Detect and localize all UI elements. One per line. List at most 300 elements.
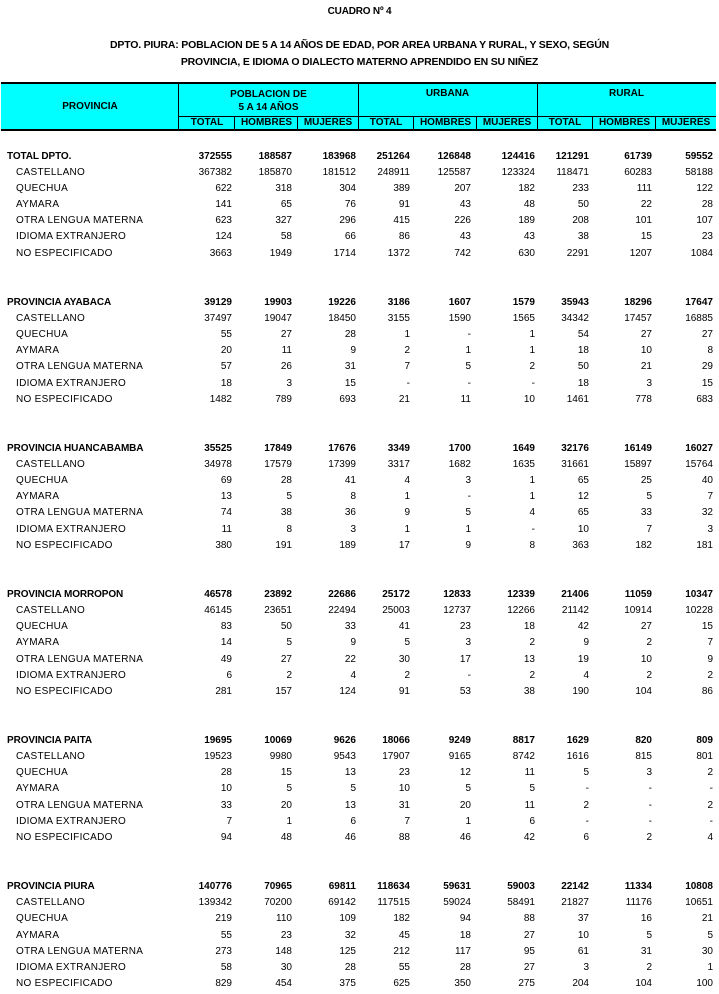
cell-value: 59024 [443, 897, 471, 909]
cell-value: 30 [701, 945, 713, 957]
group-total-row [0, 150, 719, 166]
row-label: CASTELLANO [16, 313, 86, 325]
cell-value: 61739 [624, 151, 652, 162]
cell-value: 17399 [328, 459, 356, 471]
group-name: PROVINCIA PAITA [7, 735, 92, 747]
cell-value: 9 [707, 653, 713, 665]
province-group [0, 556, 719, 701]
row-label: AYMARA [16, 783, 60, 795]
table-row [0, 328, 719, 344]
cell-value: 117 [455, 945, 471, 957]
cell-value: 1207 [629, 247, 652, 259]
cell-value: 34978 [204, 459, 232, 471]
cell-value: 50 [577, 199, 589, 211]
cell-value: 15 [344, 377, 356, 389]
divider [592, 116, 593, 129]
cell-value: 3 [465, 637, 471, 649]
cell-value: 35943 [561, 297, 589, 309]
header-poblacion-line2: 5 A 14 AÑOS [238, 102, 299, 113]
cell-value: 59631 [443, 881, 471, 893]
cell-value: 1616 [566, 751, 589, 763]
province-group [0, 264, 719, 409]
cell-value: 10651 [685, 897, 713, 909]
cell-value: 11 [524, 767, 535, 779]
cell-value: 69811 [328, 881, 356, 893]
cell-value: 182 [518, 183, 535, 195]
cell-value: 10 [640, 653, 652, 665]
cell-value: 16 [640, 913, 652, 925]
cell-value: 33 [220, 799, 232, 811]
cell-value: 1565 [512, 313, 535, 325]
cell-value: 15764 [685, 459, 713, 471]
cell-value: 46 [459, 831, 471, 843]
cell-value: 104 [635, 977, 652, 989]
cell-value: 18 [577, 377, 589, 389]
header-provincia: PROVINCIA [62, 101, 118, 112]
row-label: QUECHUA [16, 767, 69, 779]
cell-value: 7 [707, 491, 713, 503]
cell-value: 2 [646, 831, 652, 843]
cell-value: 1 [465, 345, 471, 357]
cell-value: 9 [350, 637, 356, 649]
row-label: IDIOMA EXTRANJERO [16, 231, 127, 243]
divider [413, 116, 414, 129]
cell-value: 10069 [264, 735, 292, 747]
cell-value: 693 [339, 393, 356, 405]
cell-value: 6 [350, 815, 356, 827]
row-label: AYMARA [16, 929, 60, 941]
cell-value: 25172 [382, 589, 410, 601]
cell-value: 48 [523, 199, 535, 211]
cell-value: 23 [280, 929, 292, 941]
cell-value: 39129 [204, 297, 232, 309]
cell-value: 37497 [204, 313, 232, 325]
row-label: OTRA LENGUA MATERNA [16, 215, 144, 227]
table-row [0, 929, 719, 945]
table-row [0, 360, 719, 376]
cell-value: 9626 [333, 735, 356, 747]
cell-value: 630 [518, 247, 535, 259]
cell-value: 1 [465, 523, 471, 535]
cell-value: 4 [350, 669, 356, 681]
cell-value: 1 [529, 329, 535, 341]
cell-value: 2 [583, 799, 589, 811]
cell-value: 3663 [209, 247, 232, 259]
cell-value: 16027 [685, 443, 713, 455]
cell-value: 10 [577, 523, 589, 535]
cell-value: 5 [465, 783, 471, 795]
cell-value: 32 [701, 507, 713, 519]
cell-value: 88 [398, 831, 410, 843]
cell-value: 86 [701, 685, 713, 697]
cell-value: 625 [393, 977, 410, 989]
cell-value: 212 [393, 945, 410, 957]
table-row [0, 506, 719, 522]
cell-value: 8 [529, 539, 535, 551]
cell-value: 122 [696, 183, 713, 195]
cell-value: 111 [636, 183, 652, 195]
cell-value: 1461 [566, 393, 589, 405]
row-label: NO ESPECIFICADO [16, 247, 113, 259]
cell-value: 3 [646, 377, 652, 389]
cell-value: 2 [286, 669, 292, 681]
cell-value: 189 [518, 215, 535, 227]
cell-value: 91 [398, 685, 410, 697]
cell-value: 801 [696, 751, 713, 763]
table-number: CUADRO Nº 4 [327, 6, 392, 17]
cell-value: 38 [280, 507, 292, 519]
cell-value: 742 [454, 247, 471, 259]
cell-value: 59552 [685, 151, 713, 162]
cell-value: 3317 [387, 459, 410, 471]
cell-value: 66 [344, 231, 356, 243]
cell-value: 17 [398, 539, 410, 551]
row-label: OTRA LENGUA MATERNA [16, 653, 144, 665]
header-rural: RURAL [609, 88, 644, 99]
cell-value: 55 [220, 929, 232, 941]
cell-value: 2 [404, 345, 410, 357]
cell-value: 53 [459, 685, 471, 697]
cell-value: 12 [459, 767, 471, 779]
table-row [0, 490, 719, 506]
cell-value: 4 [404, 475, 410, 487]
cell-value: 65 [577, 475, 589, 487]
cell-value: 304 [339, 183, 356, 195]
cell-value: 204 [572, 977, 589, 989]
cell-value: 1 [286, 815, 292, 827]
title-line-2: PROVINCIA, E IDIOMA O DIALECTO MATERNO APRENDIDO EN SU NIÑEZ [180, 56, 539, 68]
cell-value: 26 [280, 361, 292, 373]
cell-value: 104 [635, 685, 652, 697]
table-body [0, 150, 719, 994]
table-row [0, 961, 719, 977]
cell-value: 3186 [387, 297, 410, 309]
subheader-mujeres: MUJERES [303, 117, 353, 128]
cell-value: 273 [215, 945, 232, 957]
cell-value: 1607 [448, 297, 471, 309]
cell-value: 2 [529, 669, 535, 681]
cell-value: 50 [280, 621, 292, 633]
cell-value: 5 [646, 929, 652, 941]
table-row [0, 198, 719, 214]
cell-value: 12339 [507, 589, 535, 601]
group-total-row [0, 442, 719, 458]
group-name: PROVINCIA HUANCABAMBA [7, 443, 144, 455]
cell-value: 124 [215, 231, 232, 243]
divider [655, 116, 656, 129]
row-label: NO ESPECIFICADO [16, 685, 113, 697]
cell-value: 45 [398, 929, 410, 941]
cell-value: 7 [646, 523, 652, 535]
cell-value: 88 [523, 913, 535, 925]
cell-value: 28 [701, 199, 713, 211]
cell-value: - [585, 815, 589, 827]
cell-value: 10808 [685, 881, 713, 893]
row-label: NO ESPECIFICADO [16, 977, 113, 989]
cell-value: 31 [344, 361, 356, 373]
cell-value: 1372 [387, 247, 410, 259]
row-label: AYMARA [16, 345, 60, 357]
cell-value: 6 [583, 831, 589, 843]
cell-value: 8817 [512, 735, 535, 747]
row-label: CASTELLANO [16, 167, 86, 179]
cell-value: 27 [280, 329, 292, 341]
cell-value: 27 [701, 329, 713, 341]
cell-value: 25003 [382, 605, 410, 617]
cell-value: 11 [221, 523, 232, 535]
cell-value: 124416 [501, 151, 535, 162]
cell-value: 31 [398, 799, 410, 811]
cell-value: 5 [404, 637, 410, 649]
cell-value: 5 [350, 783, 356, 795]
cell-value: 1 [529, 345, 535, 357]
cell-value: 2 [707, 669, 713, 681]
cell-value: 183968 [322, 151, 356, 162]
cell-value: 11334 [624, 881, 652, 893]
group-name: TOTAL DPTO. [7, 151, 72, 162]
cell-value: 46578 [204, 589, 232, 601]
table-row [0, 474, 719, 490]
row-label: OTRA LENGUA MATERNA [16, 507, 144, 519]
cell-value: 33 [344, 621, 356, 633]
cell-value: 17457 [624, 313, 652, 325]
cell-value: 9 [583, 637, 589, 649]
subheader-hombres: HOMBRES [419, 117, 472, 128]
row-label: IDIOMA EXTRANJERO [16, 377, 127, 389]
cell-value: 30 [398, 653, 410, 665]
cell-value: 820 [635, 735, 652, 747]
row-label: IDIOMA EXTRANJERO [16, 815, 127, 827]
cell-value: - [467, 669, 471, 681]
cell-value: 15897 [624, 459, 652, 471]
cell-value: 28 [344, 961, 356, 973]
cell-value: 10914 [624, 605, 652, 617]
row-label: AYMARA [16, 491, 60, 503]
cell-value: 21406 [561, 589, 589, 601]
header-poblacion [179, 88, 358, 114]
subheader-mujeres: MUJERES [482, 117, 532, 128]
subheader-total: TOTAL [548, 117, 582, 128]
cell-value: 42 [577, 621, 589, 633]
table-row [0, 685, 719, 701]
row-label: CASTELLANO [16, 459, 86, 471]
row-label: CASTELLANO [16, 605, 86, 617]
cell-value: 2291 [566, 247, 589, 259]
cell-value: 121291 [555, 151, 589, 162]
cell-value: 46145 [204, 605, 232, 617]
cell-value: 109 [339, 913, 356, 925]
cell-value: 11059 [624, 589, 652, 601]
cell-value: 1482 [209, 393, 232, 405]
table-row [0, 182, 719, 198]
province-group [0, 702, 719, 847]
cell-value: 14 [220, 637, 232, 649]
cell-value: 350 [454, 977, 471, 989]
cell-value: 275 [518, 977, 535, 989]
cell-value: 15 [701, 621, 713, 633]
cell-value: 43 [523, 231, 535, 243]
cell-value: 778 [635, 393, 652, 405]
cell-value: 380 [215, 539, 232, 551]
cell-value: 27 [523, 929, 535, 941]
cell-value: 21142 [561, 605, 589, 617]
cell-value: 38 [523, 685, 535, 697]
cell-value: 74 [220, 507, 232, 519]
cell-value: 21827 [561, 897, 589, 909]
subheader-hombres: HOMBRES [240, 117, 293, 128]
cell-value: 5 [286, 491, 292, 503]
table-row [0, 782, 719, 798]
cell-value: 123324 [501, 167, 535, 179]
cell-value: 683 [696, 393, 713, 405]
province-group [0, 410, 719, 555]
cell-value: 16149 [624, 443, 652, 455]
cell-value: 829 [215, 977, 232, 989]
cell-value: 18 [220, 377, 232, 389]
cell-value: 7 [707, 637, 713, 649]
cell-value: 2 [646, 961, 652, 973]
cell-value: 43 [459, 199, 471, 211]
cell-value: 38 [577, 231, 589, 243]
cell-value: 17647 [685, 297, 713, 309]
cell-value: 11176 [625, 897, 652, 909]
cell-value: 415 [393, 215, 410, 227]
cell-value: 19 [577, 653, 589, 665]
cell-value: 107 [696, 215, 713, 227]
cell-value: 30 [280, 961, 292, 973]
divider [297, 116, 298, 129]
table-row [0, 815, 719, 831]
cell-value: 296 [339, 215, 356, 227]
cell-value: 58188 [685, 167, 713, 179]
row-label: QUECHUA [16, 183, 69, 195]
table-row [0, 912, 719, 928]
cell-value: 20 [280, 799, 292, 811]
table-row [0, 247, 719, 263]
cell-value: 57 [220, 361, 232, 373]
cell-value: 5 [286, 783, 292, 795]
cell-value: - [709, 783, 713, 795]
cell-value: 281 [215, 685, 232, 697]
table-header [1, 82, 716, 131]
cell-value: 6 [529, 815, 535, 827]
cell-value: - [467, 377, 471, 389]
cell-value: 117515 [377, 897, 410, 909]
cell-value: 7 [404, 815, 410, 827]
cell-value: 58 [280, 231, 292, 243]
row-label: QUECHUA [16, 621, 69, 633]
cell-value: 12 [577, 491, 589, 503]
cell-value: 55 [398, 961, 410, 973]
cell-value: 58491 [507, 897, 535, 909]
cell-value: 4 [707, 831, 713, 843]
cell-value: 9980 [269, 751, 292, 763]
row-label: NO ESPECIFICADO [16, 831, 113, 843]
cell-value: 5 [646, 491, 652, 503]
table-row [0, 766, 719, 782]
cell-value: 1629 [566, 735, 589, 747]
row-label: OTRA LENGUA MATERNA [16, 945, 144, 957]
cell-value: 70965 [264, 881, 292, 893]
cell-value: 125 [339, 945, 356, 957]
cell-value: 54 [577, 329, 589, 341]
cell-value: 11 [524, 799, 535, 811]
cell-value: 23892 [264, 589, 292, 601]
group-name: PROVINCIA MORROPON [7, 589, 124, 601]
cell-value: 7 [226, 815, 232, 827]
row-label: OTRA LENGUA MATERNA [16, 799, 144, 811]
cell-value: 1590 [448, 313, 471, 325]
cell-value: 3 [707, 523, 713, 535]
cell-value: - [467, 491, 471, 503]
cell-value: 21 [701, 913, 713, 925]
cell-value: 15 [640, 231, 652, 243]
cell-value: 375 [339, 977, 356, 989]
cell-value: 10 [523, 393, 535, 405]
cell-value: 1 [529, 475, 535, 487]
table-row [0, 166, 719, 182]
cell-value: - [531, 523, 535, 535]
cell-value: 1949 [269, 247, 292, 259]
cell-value: 28 [220, 767, 232, 779]
table-row [0, 896, 719, 912]
cell-value: 49 [220, 653, 232, 665]
cell-value: 41 [398, 621, 410, 633]
cell-value: 100 [696, 977, 713, 989]
table-row [0, 377, 719, 393]
cell-value: 12737 [443, 605, 471, 617]
cell-value: 25 [640, 475, 652, 487]
cell-value: 3 [286, 377, 292, 389]
cell-value: 622 [215, 183, 232, 195]
row-label: IDIOMA EXTRANJERO [16, 669, 127, 681]
cell-value: 5 [465, 361, 471, 373]
cell-value: 17849 [264, 443, 292, 455]
cell-value: 27 [640, 329, 652, 341]
cell-value: 4 [583, 669, 589, 681]
cell-value: 11 [460, 393, 471, 405]
cell-value: 1649 [512, 443, 535, 455]
cell-value: 623 [215, 215, 232, 227]
cell-value: - [585, 783, 589, 795]
cell-value: 18066 [382, 735, 410, 747]
cell-value: 3 [465, 475, 471, 487]
cell-value: 70200 [264, 897, 292, 909]
cell-value: 207 [454, 183, 471, 195]
cell-value: - [531, 377, 535, 389]
cell-value: 454 [275, 977, 292, 989]
cell-value: 327 [275, 215, 292, 227]
cell-value: 3 [646, 767, 652, 779]
subheader-total: TOTAL [369, 117, 403, 128]
cell-value: 118471 [556, 167, 589, 179]
cell-value: 8 [286, 523, 292, 535]
cell-value: 3 [350, 523, 356, 535]
cell-value: 2 [646, 637, 652, 649]
cell-value: 16885 [685, 313, 713, 325]
cell-value: 27 [640, 621, 652, 633]
row-label: OTRA LENGUA MATERNA [16, 361, 144, 373]
cell-value: 2 [529, 361, 535, 373]
cell-value: 21 [398, 393, 410, 405]
cell-value: 190 [572, 685, 589, 697]
cell-value: 19903 [264, 297, 292, 309]
cell-value: - [648, 783, 652, 795]
table-row [0, 214, 719, 230]
cell-value: 1579 [512, 297, 535, 309]
cell-value: 141 [215, 199, 232, 211]
cell-value: 789 [275, 393, 292, 405]
